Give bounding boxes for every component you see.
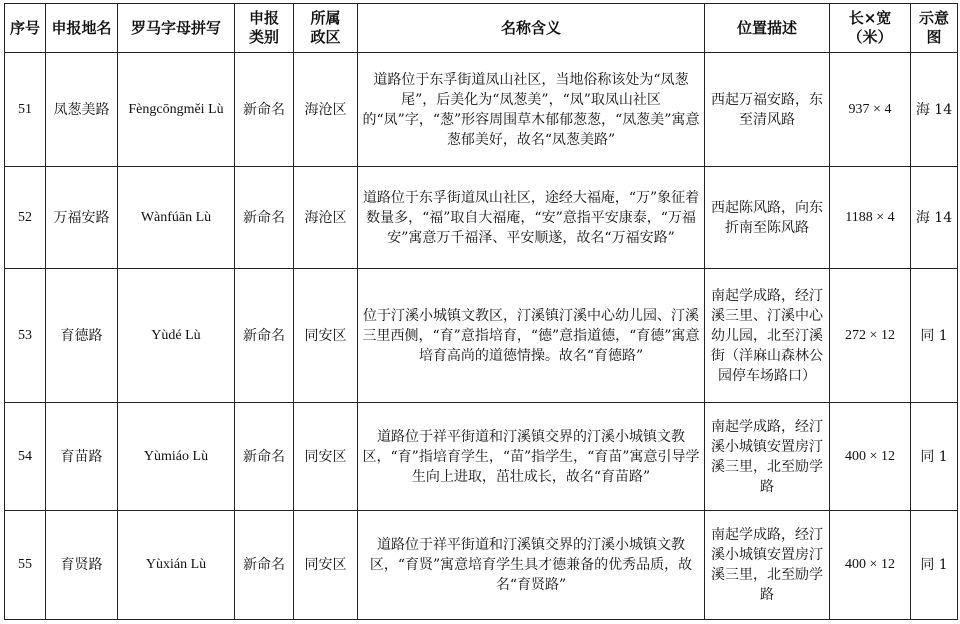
cell-meaning: 位于汀溪小城镇文教区，汀溪镇汀溪中心幼儿园、汀溪三里西侧，“育”意指培育，“德”意指道德，“育德”寓意培育高尚的道德情操。故名“育德路” xyxy=(358,269,705,403)
road-names-table xyxy=(4,3,958,620)
cell-seq: 53 xyxy=(5,269,46,403)
cell-meaning: 道路位于东孚街道凤山社区，途经大福庵，“万”象征着数量多，“福”取自大福庵，“安”意指平安康泰，“万福安”寓意万千福泽、平安顺遂，故名“万福安路” xyxy=(358,167,705,269)
header-seq: 序号 xyxy=(5,4,46,53)
table-row xyxy=(5,53,958,167)
cell-district: 同安区 xyxy=(294,511,358,620)
header-size: 长×宽 （米） xyxy=(830,4,911,53)
cell-type: 新命名 xyxy=(235,269,294,403)
table-row xyxy=(5,269,958,403)
cell-type: 新命名 xyxy=(235,511,294,620)
header-map: 示意 图 xyxy=(911,4,958,53)
cell-name: 凤葱美路 xyxy=(46,53,118,167)
cell-pinyin: Fèngcōngměi Lù xyxy=(118,53,235,167)
cell-map: 同 1 xyxy=(911,269,958,403)
header-type: 申报 类别 xyxy=(235,4,294,53)
cell-size: 400 × 12 xyxy=(830,403,911,511)
table-header-row xyxy=(5,4,958,53)
cell-position: 西起陈风路，向东折南至陈风路 xyxy=(705,167,830,269)
header-pinyin: 罗马字母拼写 xyxy=(118,4,235,53)
table-row xyxy=(5,511,958,620)
cell-type: 新命名 xyxy=(235,403,294,511)
cell-position: 南起学成路，经汀溪三里、汀溪中心幼儿园，北至汀溪街（洋麻山森林公园停车场路口） xyxy=(705,269,830,403)
cell-map: 同 1 xyxy=(911,511,958,620)
cell-position: 南起学成路，经汀溪小城镇安置房汀溪三里，北至励学路 xyxy=(705,403,830,511)
cell-map: 海 14 xyxy=(911,167,958,269)
cell-size: 272 × 12 xyxy=(830,269,911,403)
header-position: 位置描述 xyxy=(705,4,830,53)
cell-size: 400 × 12 xyxy=(830,511,911,620)
cell-map: 同 1 xyxy=(911,403,958,511)
cell-district: 同安区 xyxy=(294,403,358,511)
cell-type: 新命名 xyxy=(235,53,294,167)
cell-seq: 55 xyxy=(5,511,46,620)
cell-position: 南起学成路，经汀溪小城镇安置房汀溪三里，北至励学路 xyxy=(705,511,830,620)
cell-name: 万福安路 xyxy=(46,167,118,269)
cell-district: 同安区 xyxy=(294,269,358,403)
header-district: 所属 政区 xyxy=(294,4,358,53)
cell-pinyin: Yùmiáo Lù xyxy=(118,403,235,511)
cell-district: 海沧区 xyxy=(294,167,358,269)
cell-district: 海沧区 xyxy=(294,53,358,167)
cell-map: 海 14 xyxy=(911,53,958,167)
cell-name: 育苗路 xyxy=(46,403,118,511)
cell-size: 1188 × 4 xyxy=(830,167,911,269)
cell-pinyin: Wànfúān Lù xyxy=(118,167,235,269)
cell-seq: 51 xyxy=(5,53,46,167)
cell-pinyin: Yùxián Lù xyxy=(118,511,235,620)
cell-name: 育德路 xyxy=(46,269,118,403)
cell-name: 育贤路 xyxy=(46,511,118,620)
header-meaning: 名称含义 xyxy=(358,4,705,53)
cell-seq: 54 xyxy=(5,403,46,511)
header-name: 申报地名 xyxy=(46,4,118,53)
table-row xyxy=(5,167,958,269)
table-row xyxy=(5,403,958,511)
cell-seq: 52 xyxy=(5,167,46,269)
cell-meaning: 道路位于祥平街道和汀溪镇交界的汀溪小城镇文教区，“育贤”寓意培育学生具才德兼备的优秀品质，故名“育贤路” xyxy=(358,511,705,620)
cell-pinyin: Yùdé Lù xyxy=(118,269,235,403)
cell-meaning: 道路位于祥平街道和汀溪镇交界的汀溪小城镇文教区，“育”指培育学生，“苗”指学生，“育苗”寓意引导学生向上进取，茁壮成长，故名“育苗路” xyxy=(358,403,705,511)
cell-size: 937 × 4 xyxy=(830,53,911,167)
cell-type: 新命名 xyxy=(235,167,294,269)
cell-position: 西起万福安路，东至清风路 xyxy=(705,53,830,167)
cell-meaning: 道路位于东孚街道凤山社区，当地俗称该处为“凤葱尾”，后美化为“凤葱美”，“凤”取凤山社区的“凤”字，“葱”形容周围草木郁郁葱葱，“凤葱美”寓意葱郁美好，故名“凤葱美路” xyxy=(358,53,705,167)
